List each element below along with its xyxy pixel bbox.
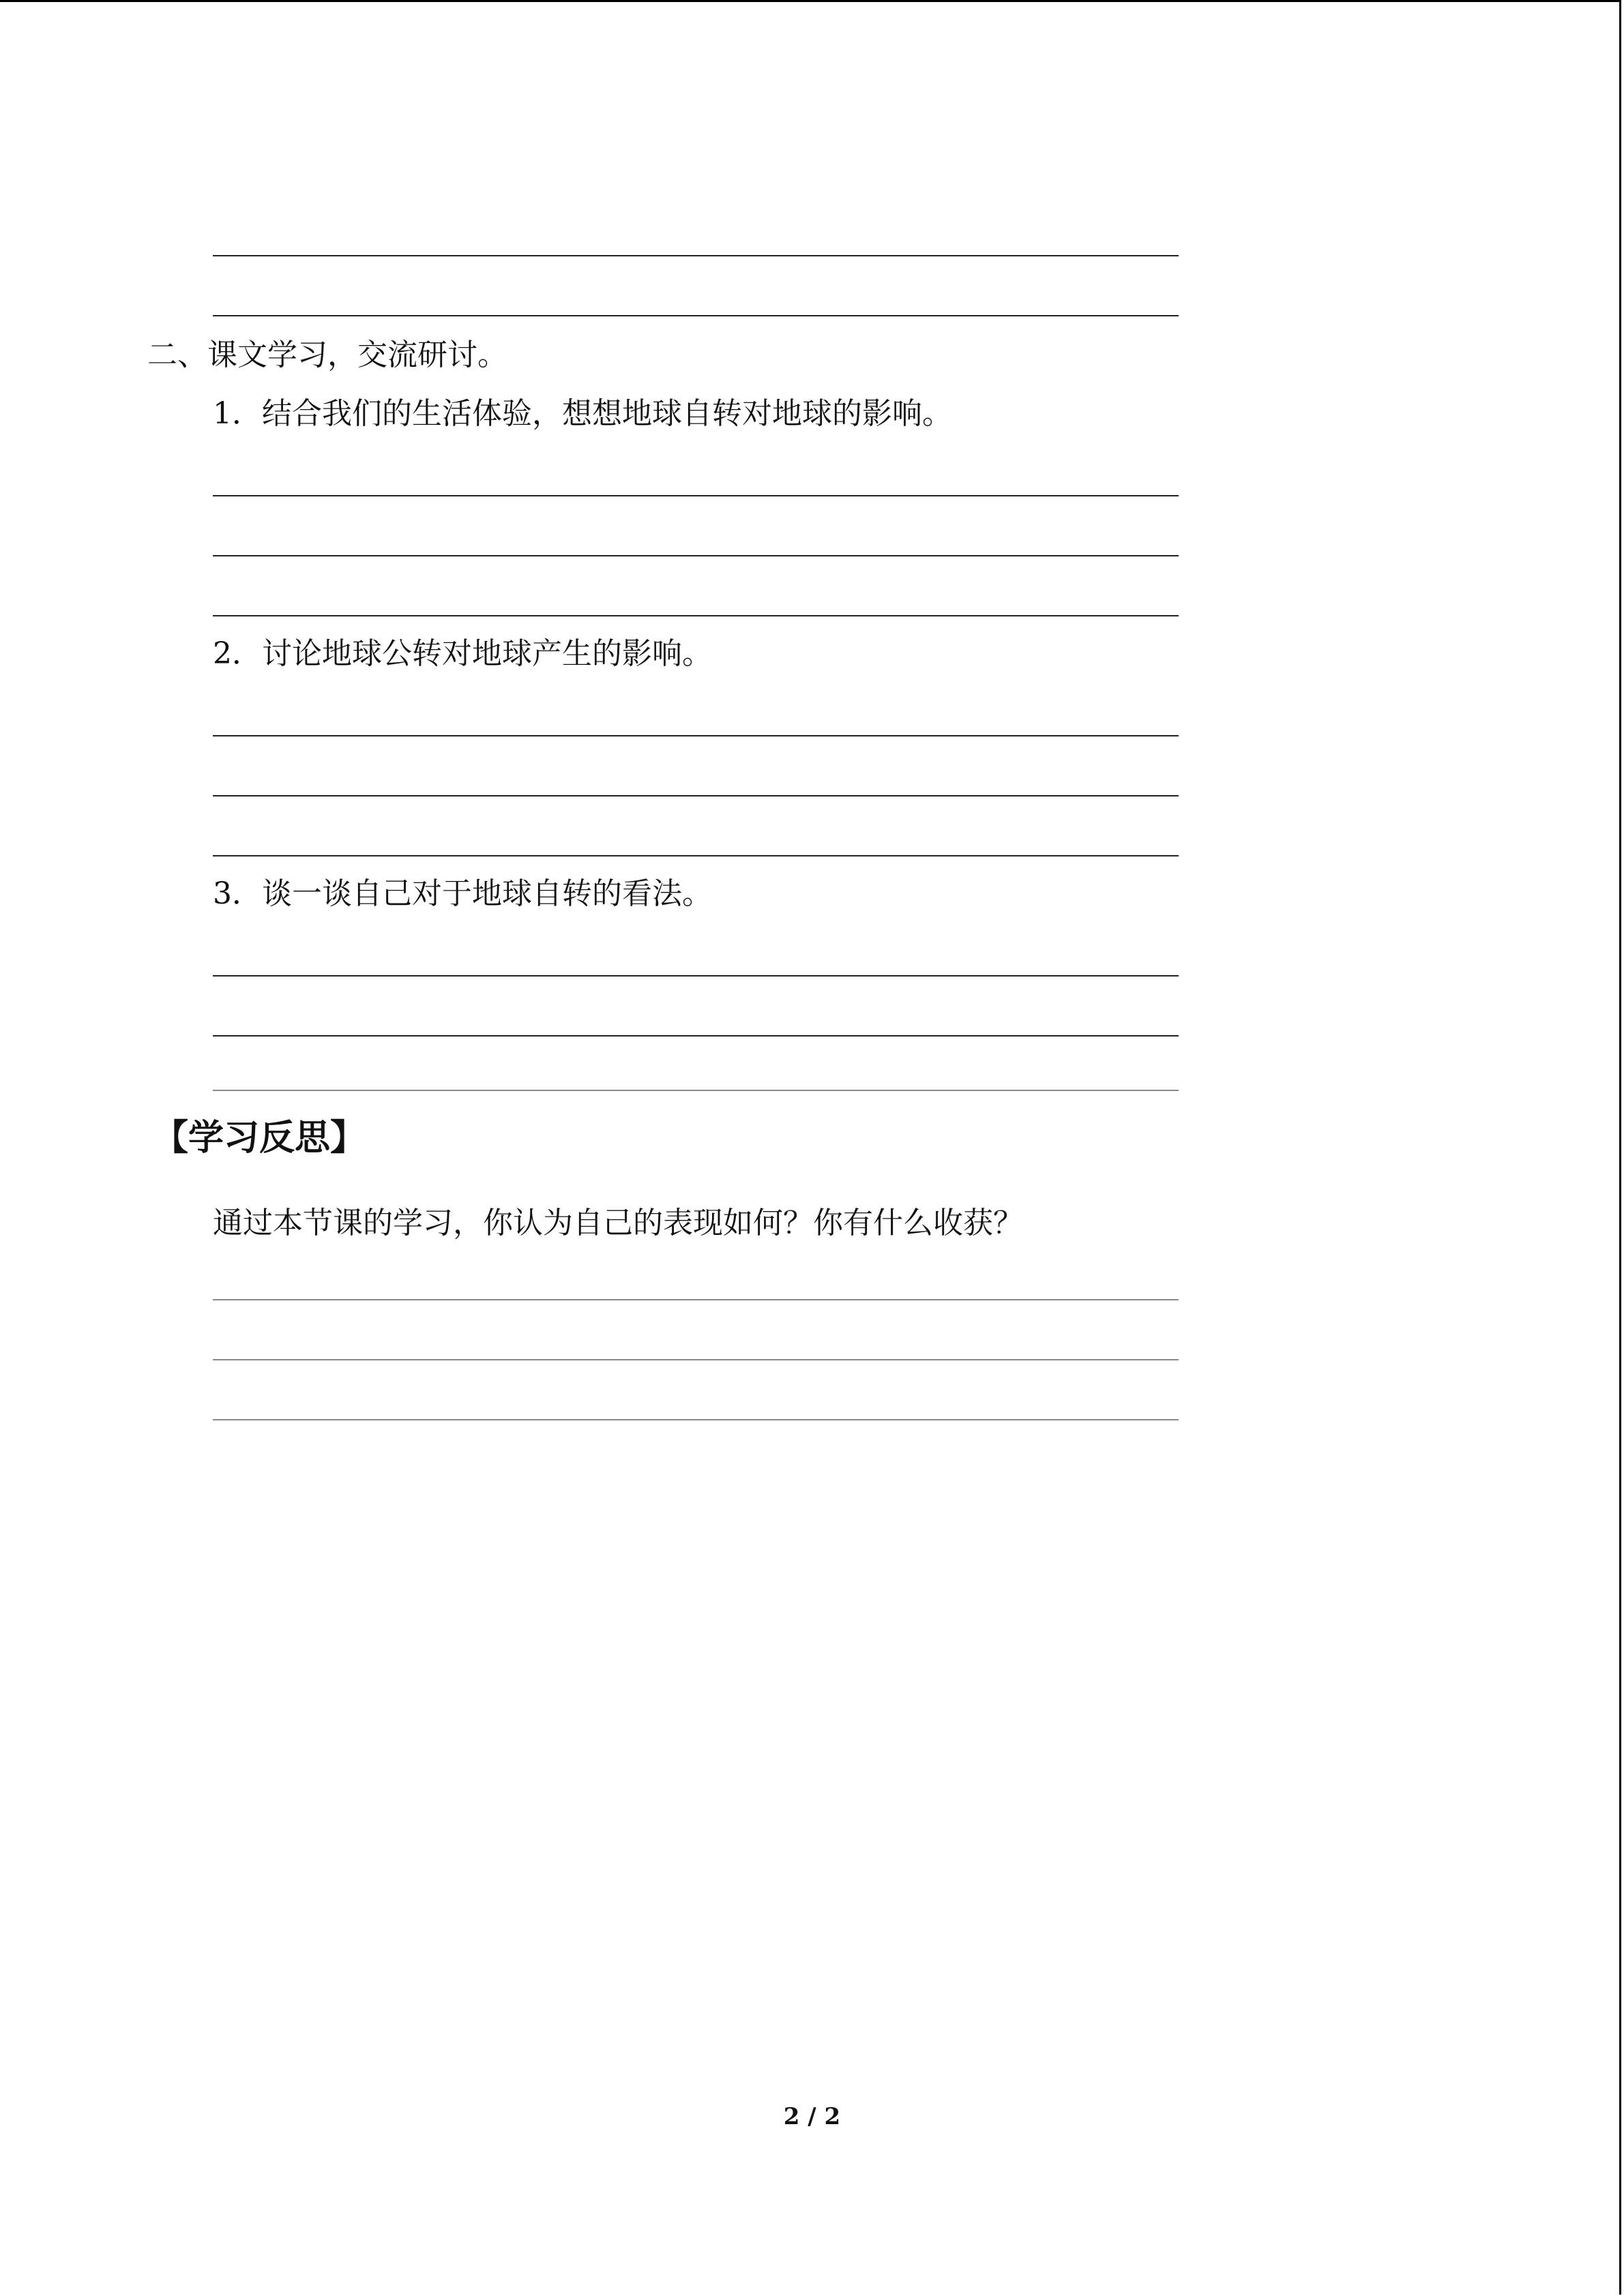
answer-line[interactable]	[213, 975, 1179, 976]
reflection-prompt: 通过本节课的学习，你认为自己的表现如何？你有什么收获？	[213, 1206, 1023, 1240]
answer-line[interactable]	[213, 615, 1179, 616]
answer-line[interactable]	[213, 495, 1179, 496]
answer-line[interactable]	[213, 1090, 1179, 1091]
answer-line[interactable]	[213, 555, 1179, 556]
question-2: 2．讨论地球公转对地球产生的影响。	[213, 636, 712, 671]
section-heading: 二、课文学习，交流研讨。	[147, 338, 507, 372]
answer-line[interactable]	[213, 1419, 1179, 1420]
answer-line[interactable]	[213, 255, 1179, 256]
question-3: 3．谈一谈自己对于地球自转的看法。	[213, 876, 712, 911]
answer-line[interactable]	[213, 1359, 1179, 1360]
answer-line[interactable]	[213, 1035, 1179, 1037]
question-1: 1．结合我们的生活体验，想想地球自转对地球的影响。	[213, 396, 952, 431]
page-number: 2 / 2	[783, 2103, 841, 2130]
answer-line[interactable]	[213, 1299, 1179, 1300]
answer-line[interactable]	[213, 735, 1179, 736]
reflection-heading: 【学习反思】	[153, 1118, 366, 1159]
answer-line[interactable]	[213, 315, 1179, 316]
answer-line[interactable]	[213, 855, 1179, 856]
answer-line[interactable]	[213, 795, 1179, 796]
